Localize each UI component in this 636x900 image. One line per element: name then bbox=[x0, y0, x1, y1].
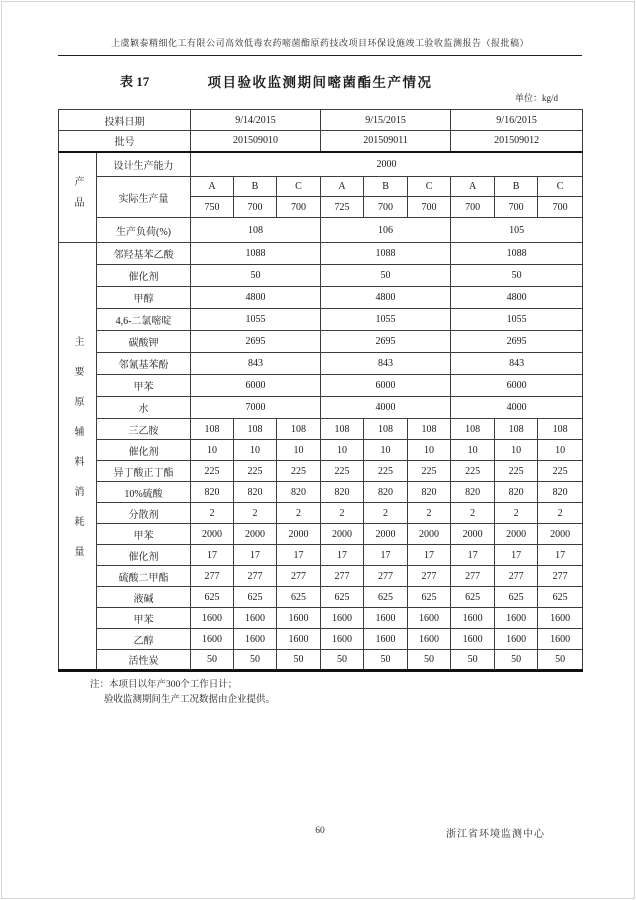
material-value: 2000 bbox=[451, 524, 495, 545]
material-value: 225 bbox=[451, 461, 495, 482]
design-capacity-value: 2000 bbox=[191, 152, 583, 177]
material-value: 2695 bbox=[191, 331, 321, 353]
material-value: 10 bbox=[364, 440, 408, 461]
subcolumn-header: C bbox=[408, 177, 451, 197]
table-row bbox=[59, 397, 583, 419]
material-value: 50 bbox=[321, 265, 451, 287]
material-value: 625 bbox=[191, 587, 234, 608]
material-value: 820 bbox=[191, 482, 234, 503]
material-value: 1600 bbox=[234, 629, 277, 650]
material-value: 50 bbox=[364, 650, 408, 671]
material-value: 225 bbox=[538, 461, 583, 482]
material-value: 625 bbox=[538, 587, 583, 608]
material-value: 277 bbox=[364, 566, 408, 587]
material-value: 108 bbox=[538, 419, 583, 440]
feed-date-value: 9/15/2015 bbox=[321, 110, 451, 131]
table-row bbox=[59, 243, 583, 265]
material-value: 225 bbox=[364, 461, 408, 482]
material-value: 17 bbox=[538, 545, 583, 566]
subcolumn-header: A bbox=[191, 177, 234, 197]
material-value: 1600 bbox=[234, 608, 277, 629]
table-row bbox=[59, 503, 583, 524]
actual-output-value: 700 bbox=[538, 197, 583, 218]
material-value: 2000 bbox=[191, 524, 234, 545]
material-value: 108 bbox=[234, 419, 277, 440]
feed-date-value: 9/14/2015 bbox=[191, 110, 321, 131]
product-group-label: 产品 bbox=[59, 152, 97, 243]
unit-label: 单位：kg/d bbox=[514, 93, 558, 103]
material-value: 625 bbox=[408, 587, 451, 608]
material-value: 4000 bbox=[451, 397, 583, 419]
material-value: 277 bbox=[234, 566, 277, 587]
production-load-value: 108 bbox=[191, 218, 321, 243]
material-value: 1088 bbox=[191, 243, 321, 265]
material-value: 108 bbox=[495, 419, 538, 440]
material-label: 催化剂 bbox=[97, 440, 191, 461]
material-value: 7000 bbox=[191, 397, 321, 419]
material-value: 277 bbox=[408, 566, 451, 587]
material-value: 2695 bbox=[451, 331, 583, 353]
material-value: 225 bbox=[234, 461, 277, 482]
material-value: 4800 bbox=[191, 287, 321, 309]
material-value: 1600 bbox=[277, 629, 321, 650]
subcolumn-header: B bbox=[495, 177, 538, 197]
material-value: 1088 bbox=[451, 243, 583, 265]
material-value: 1600 bbox=[408, 629, 451, 650]
material-value: 2 bbox=[451, 503, 495, 524]
material-value: 6000 bbox=[451, 375, 583, 397]
table-row bbox=[59, 152, 583, 177]
material-value: 2000 bbox=[277, 524, 321, 545]
material-value: 2 bbox=[234, 503, 277, 524]
subcolumn-header: C bbox=[277, 177, 321, 197]
feed-date-value: 9/16/2015 bbox=[451, 110, 583, 131]
title-row bbox=[58, 71, 582, 91]
production-load-value: 106 bbox=[321, 218, 451, 243]
table-row bbox=[59, 419, 583, 440]
material-value: 50 bbox=[191, 650, 234, 671]
material-value: 50 bbox=[451, 265, 583, 287]
table-row bbox=[59, 177, 583, 197]
material-value: 1055 bbox=[191, 309, 321, 331]
actual-output-label: 实际生产量 bbox=[97, 177, 191, 218]
material-value: 1600 bbox=[364, 629, 408, 650]
batch-value: 201509011 bbox=[321, 131, 451, 152]
material-value: 2000 bbox=[408, 524, 451, 545]
material-value: 10 bbox=[538, 440, 583, 461]
actual-output-value: 725 bbox=[321, 197, 364, 218]
material-value: 1088 bbox=[321, 243, 451, 265]
table-row bbox=[59, 265, 583, 287]
material-label: 甲醇 bbox=[97, 287, 191, 309]
material-value: 108 bbox=[321, 419, 364, 440]
table-title: 项目验收监测期间嘧菌酯生产情况 bbox=[207, 75, 433, 90]
material-value: 1600 bbox=[451, 608, 495, 629]
material-value: 2000 bbox=[321, 524, 364, 545]
material-value: 50 bbox=[234, 650, 277, 671]
actual-output-value: 700 bbox=[451, 197, 495, 218]
material-value: 10 bbox=[234, 440, 277, 461]
material-value: 225 bbox=[191, 461, 234, 482]
material-value: 50 bbox=[191, 265, 321, 287]
material-value: 1600 bbox=[495, 629, 538, 650]
material-value: 820 bbox=[364, 482, 408, 503]
material-label: 甲苯 bbox=[97, 524, 191, 545]
actual-output-value: 700 bbox=[234, 197, 277, 218]
material-value: 820 bbox=[277, 482, 321, 503]
material-value: 843 bbox=[321, 353, 451, 375]
table-row bbox=[59, 375, 583, 397]
note-line: 验收监测期间生产工况数据由企业提供。 bbox=[104, 695, 276, 705]
material-value: 2 bbox=[364, 503, 408, 524]
material-value: 2000 bbox=[234, 524, 277, 545]
material-value: 10 bbox=[408, 440, 451, 461]
material-value: 10 bbox=[495, 440, 538, 461]
batch-value: 201509012 bbox=[451, 131, 583, 152]
table-row bbox=[59, 287, 583, 309]
material-value: 1600 bbox=[408, 608, 451, 629]
material-value: 625 bbox=[364, 587, 408, 608]
footer-organization: 浙江省环境监测中心 bbox=[446, 829, 545, 840]
material-value: 50 bbox=[495, 650, 538, 671]
material-value: 4000 bbox=[321, 397, 451, 419]
material-value: 225 bbox=[321, 461, 364, 482]
material-value: 277 bbox=[277, 566, 321, 587]
material-value: 1600 bbox=[451, 629, 495, 650]
material-value: 4800 bbox=[321, 287, 451, 309]
material-value: 108 bbox=[277, 419, 321, 440]
material-value: 820 bbox=[495, 482, 538, 503]
material-value: 50 bbox=[408, 650, 451, 671]
material-value: 2000 bbox=[495, 524, 538, 545]
material-value: 50 bbox=[277, 650, 321, 671]
material-value: 50 bbox=[451, 650, 495, 671]
material-value: 1600 bbox=[277, 608, 321, 629]
material-value: 17 bbox=[234, 545, 277, 566]
table-row bbox=[59, 131, 583, 152]
material-value: 625 bbox=[277, 587, 321, 608]
actual-output-value: 700 bbox=[495, 197, 538, 218]
material-value: 108 bbox=[191, 419, 234, 440]
material-label: 乙醇 bbox=[97, 629, 191, 650]
material-value: 843 bbox=[191, 353, 321, 375]
table-row bbox=[59, 309, 583, 331]
material-value: 4800 bbox=[451, 287, 583, 309]
table-row bbox=[59, 482, 583, 503]
table-row bbox=[59, 331, 583, 353]
material-value: 2 bbox=[495, 503, 538, 524]
subcolumn-header: A bbox=[321, 177, 364, 197]
table-row bbox=[59, 629, 583, 650]
production-load-value: 105 bbox=[451, 218, 583, 243]
material-value: 2 bbox=[321, 503, 364, 524]
subcolumn-header: B bbox=[364, 177, 408, 197]
material-value: 1600 bbox=[364, 608, 408, 629]
material-value: 108 bbox=[364, 419, 408, 440]
table-row bbox=[59, 566, 583, 587]
table-row bbox=[59, 587, 583, 608]
table-notes bbox=[90, 678, 275, 708]
material-value: 1055 bbox=[321, 309, 451, 331]
actual-output-value: 700 bbox=[408, 197, 451, 218]
material-value: 2 bbox=[191, 503, 234, 524]
table-row bbox=[59, 218, 583, 243]
material-value: 50 bbox=[538, 650, 583, 671]
material-value: 17 bbox=[321, 545, 364, 566]
page-number: 60 bbox=[315, 826, 325, 836]
table-row bbox=[59, 440, 583, 461]
subcolumn-header: B bbox=[234, 177, 277, 197]
material-value: 2 bbox=[277, 503, 321, 524]
material-label: 水 bbox=[97, 397, 191, 419]
material-value: 10 bbox=[191, 440, 234, 461]
material-value: 6000 bbox=[191, 375, 321, 397]
table-row bbox=[59, 524, 583, 545]
table-row bbox=[59, 461, 583, 482]
material-value: 6000 bbox=[321, 375, 451, 397]
material-value: 820 bbox=[408, 482, 451, 503]
material-label: 催化剂 bbox=[97, 545, 191, 566]
material-value: 820 bbox=[234, 482, 277, 503]
material-label: 活性炭 bbox=[97, 650, 191, 671]
table-number: 表 17 bbox=[120, 74, 150, 89]
note-line: 注：本项目以年产300个工作日计； bbox=[90, 680, 238, 690]
material-label: 甲苯 bbox=[97, 375, 191, 397]
material-value: 17 bbox=[451, 545, 495, 566]
material-value: 10 bbox=[277, 440, 321, 461]
material-label: 三乙胺 bbox=[97, 419, 191, 440]
table-row bbox=[59, 650, 583, 671]
material-value: 225 bbox=[495, 461, 538, 482]
batch-value: 201509010 bbox=[191, 131, 321, 152]
material-value: 17 bbox=[277, 545, 321, 566]
material-value: 225 bbox=[408, 461, 451, 482]
material-value: 17 bbox=[408, 545, 451, 566]
material-label: 碳酸钾 bbox=[97, 331, 191, 353]
material-value: 2000 bbox=[538, 524, 583, 545]
material-value: 1600 bbox=[495, 608, 538, 629]
material-value: 50 bbox=[321, 650, 364, 671]
material-label: 10%硫酸 bbox=[97, 482, 191, 503]
material-value: 1600 bbox=[321, 629, 364, 650]
material-value: 820 bbox=[538, 482, 583, 503]
material-label: 催化剂 bbox=[97, 265, 191, 287]
material-label: 邻羟基苯乙酸 bbox=[97, 243, 191, 265]
material-value: 17 bbox=[495, 545, 538, 566]
material-value: 2 bbox=[408, 503, 451, 524]
material-value: 277 bbox=[321, 566, 364, 587]
subcolumn-header: C bbox=[538, 177, 583, 197]
material-label: 甲苯 bbox=[97, 608, 191, 629]
material-value: 277 bbox=[538, 566, 583, 587]
material-label: 液碱 bbox=[97, 587, 191, 608]
material-value: 1600 bbox=[538, 629, 583, 650]
material-value: 820 bbox=[321, 482, 364, 503]
report-header-line: 上虞颖泰精细化工有限公司高效低毒农药嘧菌酯原药技改项目环保设施竣工验收监测报告（报批稿） bbox=[58, 36, 582, 56]
batch-label: 批号 bbox=[59, 131, 191, 152]
material-value: 625 bbox=[234, 587, 277, 608]
material-value: 1055 bbox=[451, 309, 583, 331]
material-label: 邻氰基苯酚 bbox=[97, 353, 191, 375]
material-value: 625 bbox=[451, 587, 495, 608]
material-value: 1600 bbox=[191, 629, 234, 650]
actual-output-value: 700 bbox=[277, 197, 321, 218]
table-row bbox=[59, 353, 583, 375]
material-value: 625 bbox=[321, 587, 364, 608]
material-value: 17 bbox=[364, 545, 408, 566]
material-value: 1600 bbox=[321, 608, 364, 629]
table-row bbox=[59, 110, 583, 131]
material-label: 异丁酸正丁酯 bbox=[97, 461, 191, 482]
actual-output-value: 750 bbox=[191, 197, 234, 218]
material-value: 2000 bbox=[364, 524, 408, 545]
material-value: 843 bbox=[451, 353, 583, 375]
material-value: 625 bbox=[495, 587, 538, 608]
material-value: 108 bbox=[451, 419, 495, 440]
material-label: 4,6-二氯嘧啶 bbox=[97, 309, 191, 331]
material-label: 硫酸二甲酯 bbox=[97, 566, 191, 587]
design-capacity-label: 设计生产能力 bbox=[97, 152, 191, 177]
material-value: 277 bbox=[495, 566, 538, 587]
material-value: 820 bbox=[451, 482, 495, 503]
table-row bbox=[59, 545, 583, 566]
material-value: 225 bbox=[277, 461, 321, 482]
feed-date-label: 投料日期 bbox=[59, 110, 191, 131]
material-value: 10 bbox=[451, 440, 495, 461]
material-value: 108 bbox=[408, 419, 451, 440]
material-value: 2 bbox=[538, 503, 583, 524]
material-value: 2695 bbox=[321, 331, 451, 353]
subcolumn-header: A bbox=[451, 177, 495, 197]
material-value: 1600 bbox=[538, 608, 583, 629]
table-body bbox=[59, 110, 583, 671]
production-table bbox=[58, 109, 583, 672]
table-row bbox=[59, 608, 583, 629]
actual-output-value: 700 bbox=[364, 197, 408, 218]
material-value: 1600 bbox=[191, 608, 234, 629]
material-value: 277 bbox=[451, 566, 495, 587]
material-label: 分散剂 bbox=[97, 503, 191, 524]
material-value: 277 bbox=[191, 566, 234, 587]
production-load-label: 生产负荷(%) bbox=[97, 218, 191, 243]
material-value: 17 bbox=[191, 545, 234, 566]
material-value: 10 bbox=[321, 440, 364, 461]
materials-group-label: 主要原辅料消耗量 bbox=[59, 243, 97, 671]
